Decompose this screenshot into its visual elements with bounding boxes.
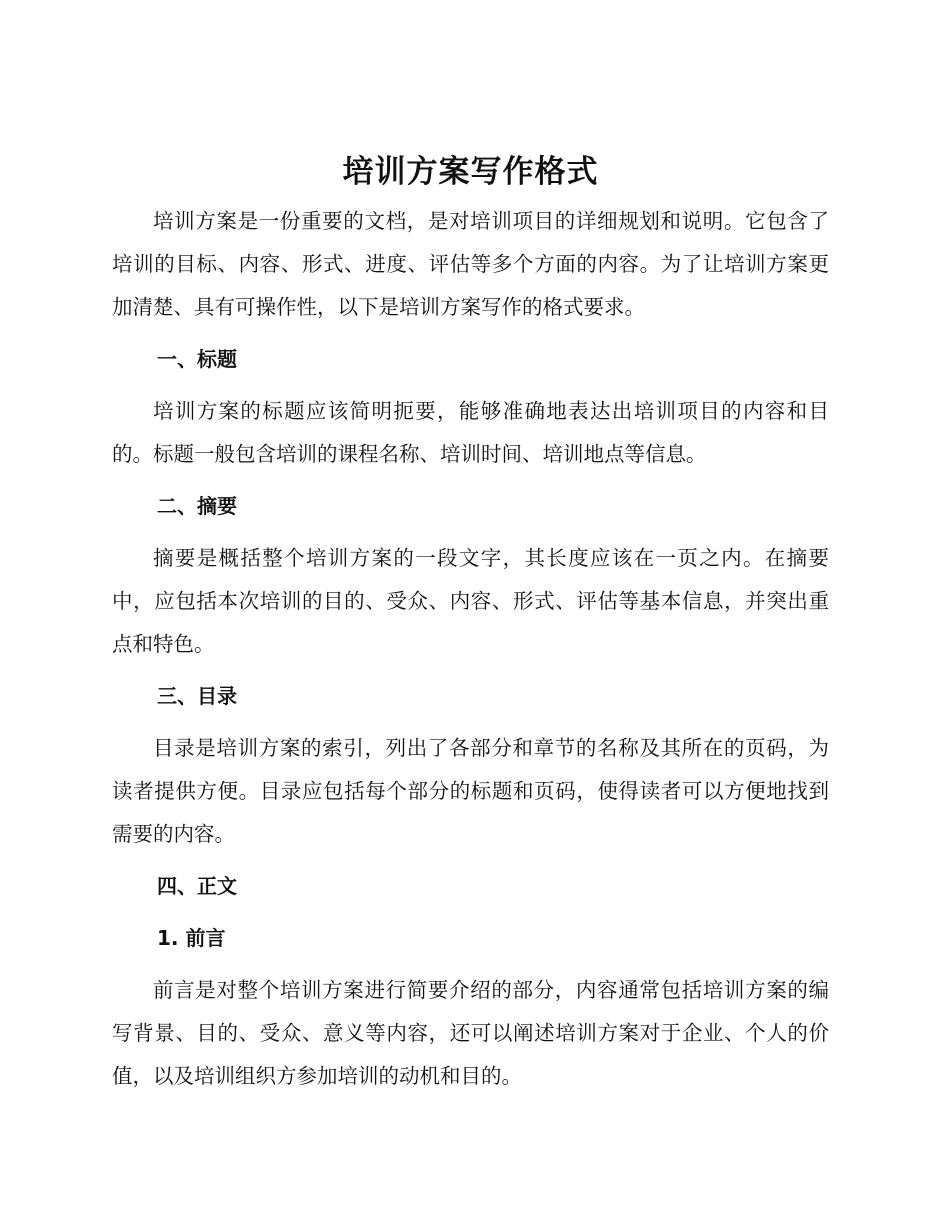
section-heading-abstract: 二、摘要 — [157, 494, 237, 518]
intro-paragraph: 培训方案是一份重要的文档，是对培训项目的详细规划和说明。它包含了培训的目标、内容、形式、进度、评估等多个方面的内容。为了让培训方案更加清楚、具有可操作性，以下是培训方案写作的格式要求。 — [112, 209, 829, 319]
subsection-heading-preface: 1. 前言 — [157, 926, 226, 950]
section-body-toc: 目录是培训方案的索引，列出了各部分和章节的名称及其所在的页码，为读者提供方便。目录应包括每个部分的标题和页码，使得读者可以方便地找到需要的内容。 — [112, 736, 829, 846]
section-body-title: 培训方案的标题应该简明扼要，能够准确地表达出培训项目的内容和目的。标题一般包含培训的课程名称、培训时间、培训地点等信息。 — [112, 399, 829, 466]
document-page — [112, 150, 829, 1098]
section-heading-toc: 三、目录 — [157, 684, 237, 708]
section-heading-title: 一、标题 — [157, 347, 237, 371]
document-title: 培训方案写作格式 — [342, 154, 599, 190]
section-heading-main-text: 四、正文 — [157, 874, 237, 898]
subsection-body-preface: 前言是对整个培训方案进行简要介绍的部分，内容通常包括培训方案的编写背景、目的、受众、意义等内容，还可以阐述培训方案对于企业、个人的价值，以及培训组织方参加培训的动机和目的。 — [112, 978, 829, 1088]
section-body-abstract: 摘要是概括整个培训方案的一段文字，其长度应该在一页之内。在摘要中，应包括本次培训的目的、受众、内容、形式、评估等基本信息，并突出重点和特色。 — [112, 546, 829, 656]
